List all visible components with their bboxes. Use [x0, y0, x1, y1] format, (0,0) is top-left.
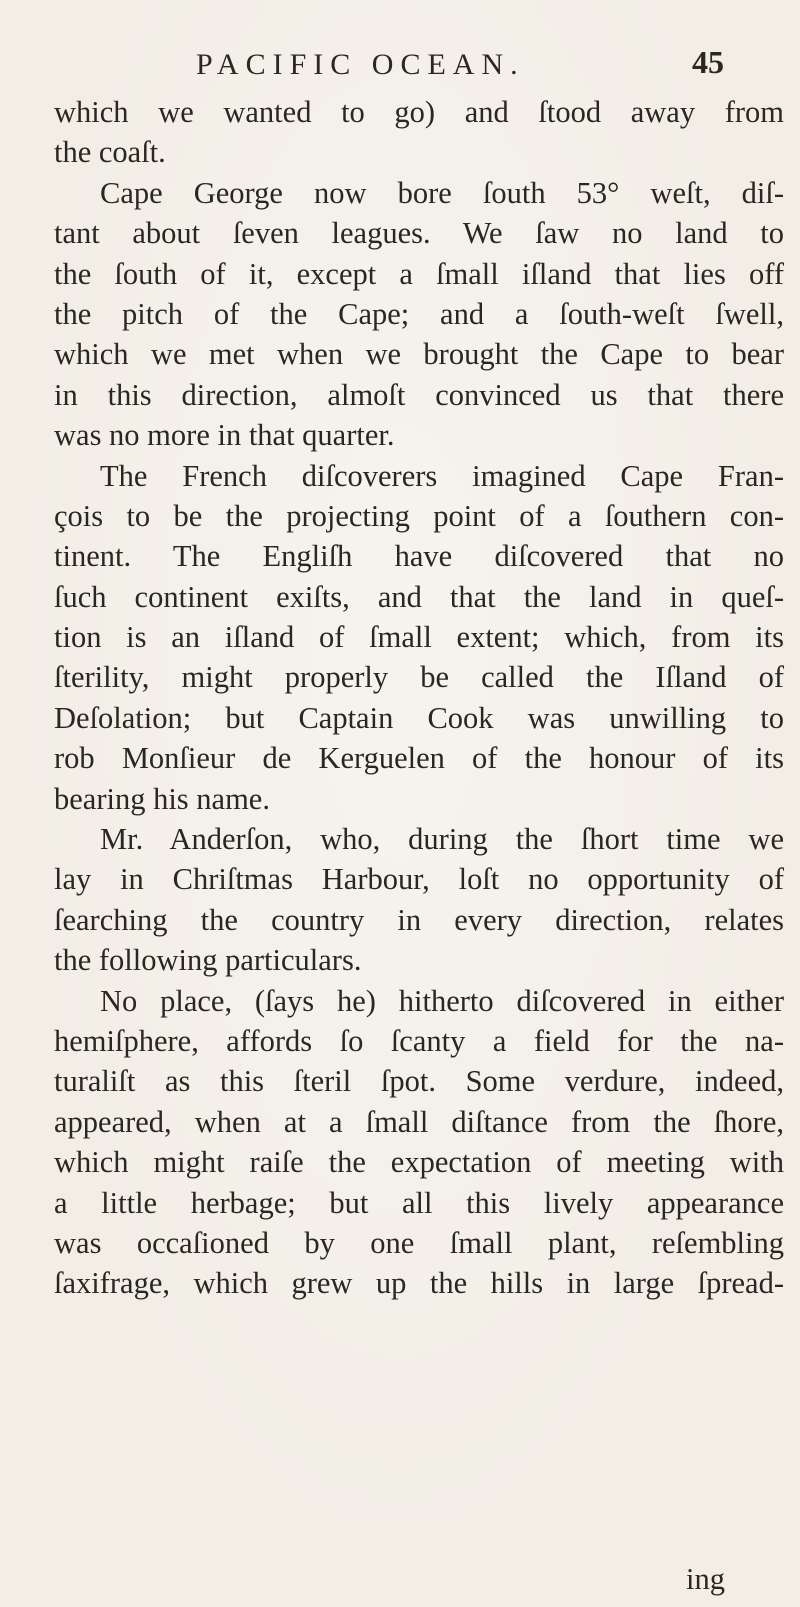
text-line: Mr. Anderſon, who, during the ſhort time we: [100, 822, 784, 857]
text-line: çois to be the projecting point of a ſouthern con-: [54, 498, 784, 533]
text-line: the ſouth of it, except a ſmall iſland that lies off: [54, 256, 784, 291]
text-line: a little herbage; but all this lively appearance: [54, 1185, 784, 1220]
text-line: was no more in that quarter.: [54, 418, 395, 453]
running-head: [0, 38, 800, 88]
text-line: tion is an iſland of ſmall extent; which, from its: [54, 620, 784, 655]
text-line: the coaſt.: [54, 135, 166, 170]
text-line: Cape George now bore ſouth 53° weſt, diſ-: [100, 175, 784, 210]
text-line: bearing his name.: [54, 781, 270, 816]
running-title: PACIFIC OCEAN.: [196, 48, 525, 81]
text-line: Deſolation; but Captain Cook was unwilling to: [54, 700, 784, 735]
text-line: which we wanted to go) and ſtood away from: [54, 95, 784, 129]
text-line: rob Monſieur de Kerguelen of the honour of its: [54, 741, 784, 776]
page-number: 45: [692, 44, 724, 80]
catchword: ing: [686, 1562, 725, 1596]
text-line: ſaxifrage, which grew up the hills in large ſpread-: [54, 1266, 784, 1301]
text-line: the pitch of the Cape; and a ſouth-weſt ſwell,: [54, 296, 784, 331]
text-line: the following particulars.: [54, 943, 362, 978]
text-line: tinent. The Engliſh have diſcovered that no: [54, 539, 784, 574]
body-text: [54, 92, 784, 1304]
text-line: was occaſioned by one ſmall plant, reſembling: [54, 1225, 784, 1260]
text-line: which we met when we brought the Cape to bear: [54, 337, 784, 372]
text-line: lay in Chriſtmas Harbour, loſt no opportunity of: [54, 862, 784, 897]
text-line: ſearching the country in every direction, relates: [54, 902, 784, 937]
text-line: turaliſt as this ſteril ſpot. Some verdure, indeed,: [54, 1064, 784, 1099]
text-line: No place, (ſays he) hitherto diſcovered in either: [100, 983, 784, 1018]
text-line: which might raiſe the expectation of meeting with: [54, 1145, 784, 1180]
text-line: ſterility, might properly be called the Iſland of: [54, 660, 784, 695]
text-line: in this direction, almoſt convinced us that there: [54, 377, 784, 412]
text-line: tant about ſeven leagues. We ſaw no land to: [54, 216, 784, 251]
text-line: ſuch continent exiſts, and that the land in queſ-: [54, 579, 784, 614]
text-line: The French diſcoverers imagined Cape Fran-: [100, 458, 784, 493]
text-line: hemiſphere, affords ſo ſcanty a field for the na-: [54, 1023, 784, 1058]
text-line: appeared, when at a ſmall diſtance from the ſhore,: [54, 1104, 784, 1139]
